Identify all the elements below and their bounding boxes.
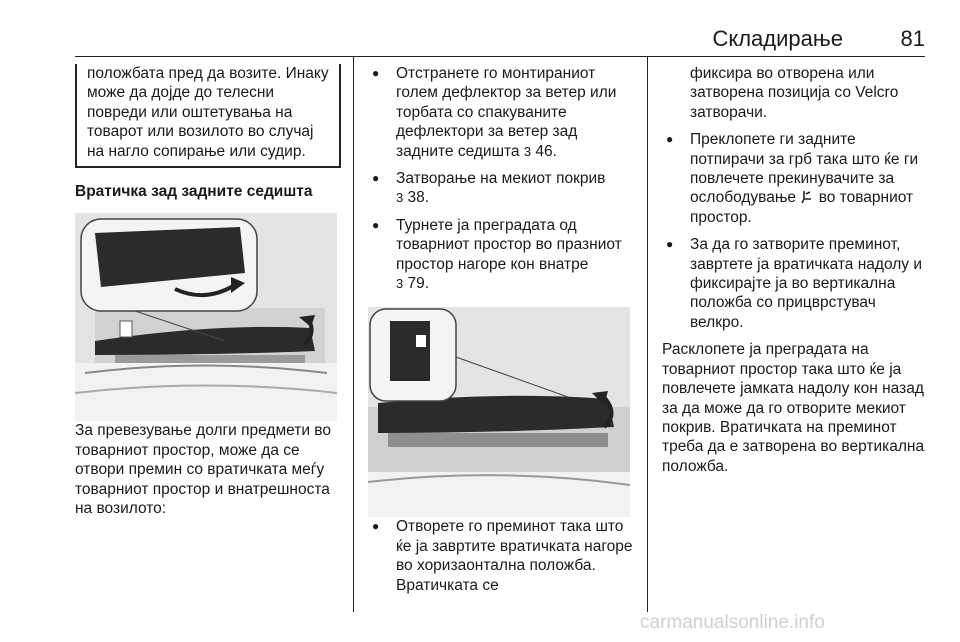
warning-box xyxy=(75,64,341,168)
bullet-item xyxy=(662,235,928,332)
continuation-text: фиксира во отворена или затворена позиција со Velcro затворачи. xyxy=(690,65,899,121)
page-header xyxy=(75,26,925,52)
bullet-text: Турнете ја преградата од товарниот простор во празниот простор нагоре кон внатре xyxy=(396,216,622,273)
body-paragraph: Расклопете ја преградата на товарниот простор така што ќе ја повлечете јамката надолу кон назад за да може да го отворите мекиот покрив. Вратичката на преминот треба да е затворена во вертикална положба. xyxy=(662,341,925,475)
seat-release-icon xyxy=(800,190,814,204)
trunk-illustration-1 xyxy=(75,213,337,421)
page-ref-icon: 3 xyxy=(523,143,532,159)
page-ref-icon: 3 xyxy=(396,190,404,206)
bullet-item xyxy=(662,130,928,227)
bullet-list-2 xyxy=(368,517,634,595)
trunk-illustration-2 xyxy=(368,307,630,517)
header-rule xyxy=(75,56,925,57)
column-divider-2 xyxy=(647,56,648,612)
page-ref: 79. xyxy=(407,275,430,293)
bullet-text: Отстранете го монтираниот голем дефлектор за ветер или торбата со спакуваните дефлектори за ветер зад задните седишта xyxy=(396,65,617,160)
bullet-list-1 xyxy=(368,64,634,293)
bullet-list-3 xyxy=(662,130,928,332)
column-3 xyxy=(662,64,928,476)
section-heading: Вратичка зад задните седишта xyxy=(75,183,313,200)
column-2 xyxy=(368,64,634,603)
bullet-text: во товарниот простор. xyxy=(690,189,914,226)
page-ref: 38. xyxy=(407,189,430,207)
page-ref-icon: 3 xyxy=(396,276,404,292)
page-number: 81 xyxy=(900,26,925,51)
bullet-text: Затворање на мекиот покрив xyxy=(396,170,606,188)
bullet-text: За да го затворите преминот, завртете ја вратичката надолу и фиксирајте ја во вертикална положба со прицврстувач велкро. xyxy=(690,236,922,331)
trunk-drawing-2 xyxy=(368,307,630,517)
page-ref: 46. xyxy=(535,142,557,160)
watermark: carmanualsonline.info xyxy=(640,612,825,633)
caption-text: За превезување долги предмети во товарниот простор, може да се отвори премин со вратичката меѓу товарниот простор и внатрешноста на возилото: xyxy=(75,422,331,518)
column-1 xyxy=(75,64,341,518)
bullet-item xyxy=(368,169,634,208)
warning-text: положбата пред да возите. Инаку може да дојде до телесни повреди или оштетувања на товарот или возилото во случај на нагло сопирање или судир. xyxy=(87,65,329,160)
bullet-item xyxy=(368,64,634,161)
page-title: Складирање xyxy=(712,26,843,51)
bullet-item xyxy=(368,216,634,294)
column-divider-1 xyxy=(353,56,354,612)
trunk-drawing-1 xyxy=(75,213,337,421)
bullet-text: Преклопете ги задните потпирачи за грб така што ќе ги повлечете прекинувачите за ослободување xyxy=(690,131,919,207)
bullet-item xyxy=(368,517,634,595)
bullet-text: Отворете го преминот така што ќе ја завртите вратичката нагоре во хоризаонтална положба. Вратичката се xyxy=(396,518,633,594)
